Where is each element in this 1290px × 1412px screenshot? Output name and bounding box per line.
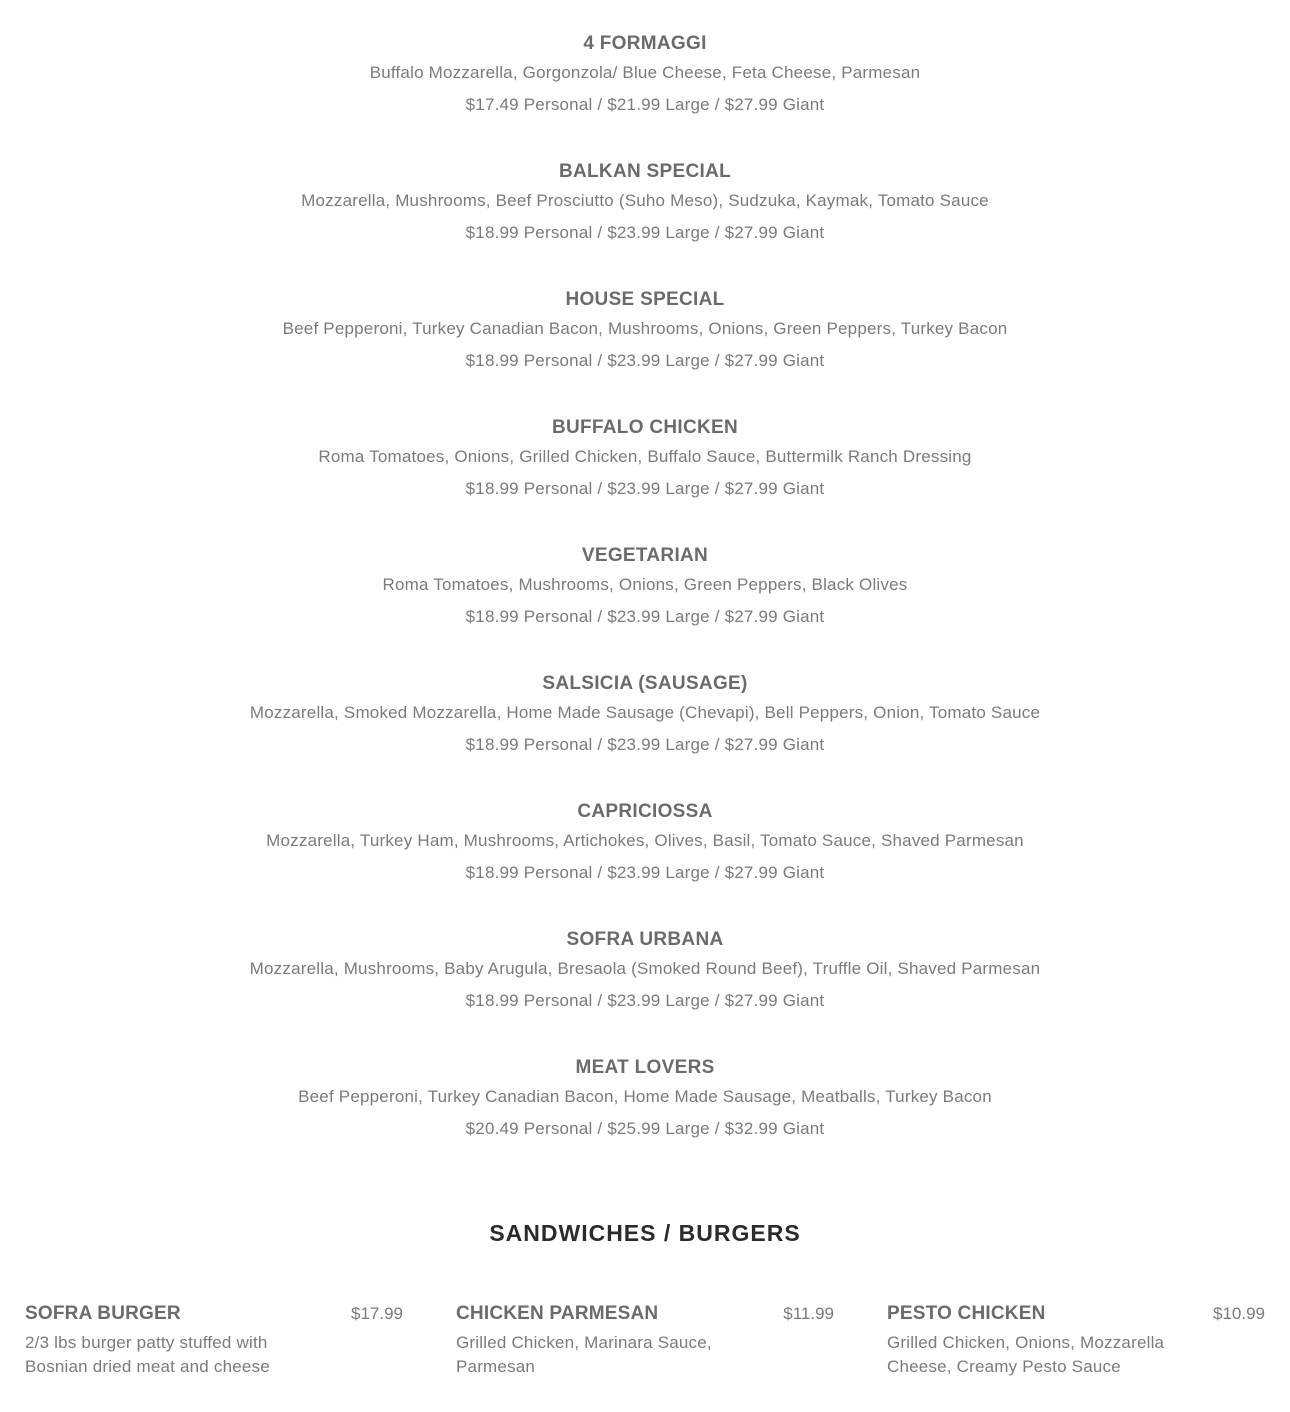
sandwich-name: PESTO CHICKEN (887, 1303, 1046, 1324)
sandwich-card-header (887, 1300, 1265, 1328)
menu-item (0, 414, 1290, 542)
menu-item-price: $18.99 Personal / $23.99 Large / $27.99 Giant (465, 991, 825, 1010)
menu-item (0, 670, 1290, 798)
menu-item (0, 30, 1290, 158)
sandwich-card-chicken-parmesan (456, 1300, 834, 1379)
menu-item-price: $17.49 Personal / $21.99 Large / $27.99 Giant (465, 95, 825, 114)
menu-item-name: CAPRICIOSSA (577, 801, 713, 822)
sandwich-card-pesto-chicken (887, 1300, 1265, 1379)
sandwich-name: SOFRA BURGER (25, 1303, 181, 1324)
menu-item-price: $18.99 Personal / $23.99 Large / $27.99 Giant (465, 735, 825, 754)
menu-item-price: $18.99 Personal / $23.99 Large / $27.99 Giant (465, 351, 825, 370)
sandwich-card-header (25, 1300, 403, 1328)
menu-item-description: Mozzarella, Smoked Mozzarella, Home Made Sausage (Chevapi), Bell Peppers, Onion, Tomato Sauce (249, 703, 1041, 722)
menu-item-name: SOFRA URBANA (566, 929, 724, 950)
menu-item-description: Mozzarella, Mushrooms, Beef Prosciutto (Suho Meso), Sudzuka, Kaymak, Tomato Sauce (301, 191, 989, 210)
menu-item-description: Mozzarella, Mushrooms, Baby Arugula, Bresaola (Smoked Round Beef), Truffle Oil, Shaved Parmesan (249, 959, 1041, 978)
menu-item-description: Roma Tomatoes, Mushrooms, Onions, Green Peppers, Black Olives (382, 575, 908, 594)
menu-item (0, 1054, 1290, 1182)
menu-item-name: VEGETARIAN (581, 545, 709, 566)
menu-item-description: Beef Pepperoni, Turkey Canadian Bacon, Home Made Sausage, Meatballs, Turkey Bacon (298, 1087, 992, 1106)
menu-item-description: Roma Tomatoes, Onions, Grilled Chicken, Buffalo Sauce, Buttermilk Ranch Dressing (318, 447, 972, 466)
sandwich-price: $11.99 (783, 1304, 834, 1323)
pizza-menu-list (0, 30, 1290, 1182)
menu-item-price: $18.99 Personal / $23.99 Large / $27.99 Giant (465, 223, 825, 242)
menu-item-name: MEAT LOVERS (575, 1057, 715, 1078)
menu-item-name: SALSICIA (SAUSAGE) (542, 673, 748, 694)
menu-item (0, 926, 1290, 1054)
menu-item-description: Beef Pepperoni, Turkey Canadian Bacon, Mushrooms, Onions, Green Peppers, Turkey Bacon (282, 319, 1008, 338)
menu-item-price: $20.49 Personal / $25.99 Large / $32.99 Giant (465, 1119, 825, 1138)
sandwich-price: $17.99 (351, 1304, 403, 1323)
menu-item-description: Mozzarella, Turkey Ham, Mushrooms, Artichokes, Olives, Basil, Tomato Sauce, Shaved Parmesan (266, 831, 1024, 850)
sandwich-description: Grilled Chicken, Onions, Mozzarella Cheese, Creamy Pesto Sauce (887, 1333, 1165, 1376)
sandwich-card-header (456, 1300, 834, 1328)
menu-item-price: $18.99 Personal / $23.99 Large / $27.99 Giant (465, 863, 825, 882)
menu-item (0, 542, 1290, 670)
sandwich-description: Grilled Chicken, Marinara Sauce, Parmesan (456, 1333, 712, 1376)
menu-item (0, 798, 1290, 926)
sandwich-description: 2/3 lbs burger patty stuffed with Bosnian dried meat and cheese (25, 1333, 270, 1376)
sandwich-card-sofra-burger (25, 1300, 403, 1379)
menu-item-name: HOUSE SPECIAL (565, 289, 725, 310)
sandwich-price: $10.99 (1213, 1304, 1265, 1323)
menu-item-name: BUFFALO CHICKEN (551, 417, 739, 438)
sandwich-name: CHICKEN PARMESAN (456, 1303, 659, 1324)
menu-item-price: $18.99 Personal / $23.99 Large / $27.99 Giant (465, 479, 825, 498)
menu-item (0, 158, 1290, 286)
menu-item-name: 4 FORMAGGI (583, 33, 707, 54)
section-heading-sandwiches-burgers: SANDWICHES / BURGERS (489, 1220, 801, 1246)
menu-item-name: BALKAN SPECIAL (558, 161, 732, 182)
menu-item-price: $18.99 Personal / $23.99 Large / $27.99 Giant (465, 607, 825, 626)
menu-item (0, 286, 1290, 414)
menu-item-description: Buffalo Mozzarella, Gorgonzola/ Blue Cheese, Feta Cheese, Parmesan (369, 63, 921, 82)
